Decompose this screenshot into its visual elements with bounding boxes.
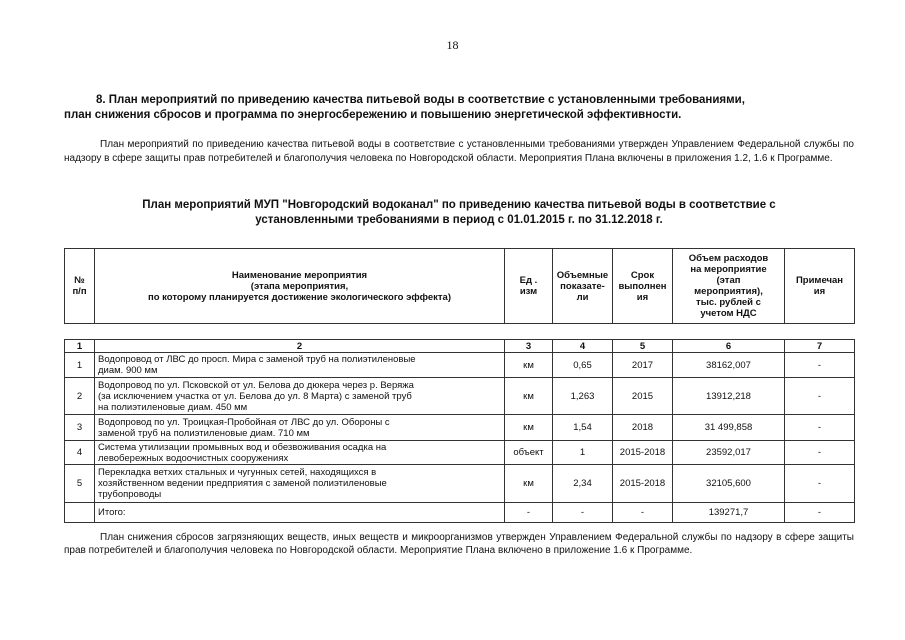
- row-note: -: [785, 415, 855, 441]
- row-volume: 1,263: [553, 378, 613, 415]
- total-note: -: [785, 503, 855, 523]
- column-number: 6: [673, 340, 785, 353]
- section-heading: [64, 93, 854, 123]
- row-name: Система утилизации промывных вод и обезвоживания осадка на левобережных водоочистных сооружениях: [95, 441, 505, 465]
- column-number: 7: [785, 340, 855, 353]
- row-volume: 0,65: [553, 353, 613, 378]
- total-term: -: [613, 503, 673, 523]
- header-cost: Объем расходов на мероприятие (этап мероприятия), тыс. рублей с учетом НДС: [673, 249, 785, 324]
- total-cost: 139271,7: [673, 503, 785, 523]
- row-cost: 13912,218: [673, 378, 785, 415]
- plan-title-line-2: установленными требованиями в период с 01.01.2015 г. по 31.12.2018 г.: [255, 214, 663, 226]
- row-unit: км: [505, 415, 553, 441]
- row-term: 2015-2018: [613, 465, 673, 503]
- row-name: Водопровод по ул. Троицкая-Пробойная от ЛВС до ул. Обороны с заменой труб на полиэтиленовые диам. 710 мм: [95, 415, 505, 441]
- section-heading-line-2: план снижения сбросов и программа по энергосбережению и повышению энергетической эффективности.: [64, 109, 682, 121]
- row-note: -: [785, 353, 855, 378]
- header-name: Наименование мероприятия (этапа мероприятия, по которому планируется достижение экологического эффекта): [95, 249, 505, 324]
- column-numbers-row: [65, 340, 855, 353]
- header-term: Срок выполнен ия: [613, 249, 673, 324]
- row-unit: объект: [505, 441, 553, 465]
- plan-title-line-1: План мероприятий МУП "Новгородский водоканал" по приведению качества питьевой воды в соответствие с: [142, 199, 776, 211]
- row-num: 2: [65, 378, 95, 415]
- header-volume: Объемные показате- ли: [553, 249, 613, 324]
- total-label: Итого:: [95, 503, 505, 523]
- table-body: [64, 339, 855, 523]
- row-num: 5: [65, 465, 95, 503]
- row-term: 2015-2018: [613, 441, 673, 465]
- column-number: 4: [553, 340, 613, 353]
- plan-title: [64, 198, 854, 228]
- row-name: Водопровод от ЛВС до просп. Мира с заменой труб на полиэтиленовые диам. 900 мм: [95, 353, 505, 378]
- column-number: 5: [613, 340, 673, 353]
- table-row: [65, 378, 855, 415]
- row-unit: км: [505, 353, 553, 378]
- header-unit: Ед . изм: [505, 249, 553, 324]
- intro-paragraph: План мероприятий по приведению качества питьевой воды в соответствие с установленными требованиями утвержден Управлением Федеральной службы по надзору в сфере защиты прав потребителей и благополучия человека по Новгородской области. Мероприятия Плана включены в приложения 1.2, 1.6 к Программе.: [64, 139, 854, 164]
- row-volume: 1,54: [553, 415, 613, 441]
- row-cost: 31 499,858: [673, 415, 785, 441]
- table-row: [65, 415, 855, 441]
- row-num: 3: [65, 415, 95, 441]
- header-num: № п/п: [65, 249, 95, 324]
- row-num: 1: [65, 353, 95, 378]
- table-header: [64, 248, 855, 324]
- row-note: -: [785, 441, 855, 465]
- row-unit: км: [505, 465, 553, 503]
- table-row: [65, 353, 855, 378]
- row-unit: км: [505, 378, 553, 415]
- header-note: Примечан ия: [785, 249, 855, 324]
- row-term: 2015: [613, 378, 673, 415]
- row-cost: 38162,007: [673, 353, 785, 378]
- table-row: [65, 465, 855, 503]
- row-note: -: [785, 378, 855, 415]
- row-name: Водопровод по ул. Псковской от ул. Белова до дюкера через р. Веряжа (за исключением участка от ул. Белова до ул. 8 Марта) с заменой труб на полиэтиленовые диам. 450 мм: [95, 378, 505, 415]
- closing-paragraph: План снижения сбросов загрязняющих веществ, иных веществ и микроорганизмов утвержден Управлением Федеральной службы по надзору в сфере защиты прав потребителей и благополучия человека по Новгородской области. Мероприятие Плана включено в приложение 1.6 к Программе.: [64, 532, 854, 556]
- row-num: 4: [65, 441, 95, 465]
- row-term: 2018: [613, 415, 673, 441]
- total-row: [65, 503, 855, 523]
- row-cost: 32105,600: [673, 465, 785, 503]
- page-number: 18: [446, 38, 459, 52]
- row-name: Перекладка ветхих стальных и чугунных сетей, находящихся в хозяйственном ведении предприятия с заменой полиэтиленовые трубопроводы: [95, 465, 505, 503]
- section-heading-line-1: 8. План мероприятий по приведению качества питьевой воды в соответствие с установленными требованиями,: [96, 94, 745, 106]
- total-unit: -: [505, 503, 553, 523]
- row-volume: 1: [553, 441, 613, 465]
- row-note: -: [785, 465, 855, 503]
- column-number: 2: [95, 340, 505, 353]
- row-cost: 23592,017: [673, 441, 785, 465]
- column-number: 1: [65, 340, 95, 353]
- row-term: 2017: [613, 353, 673, 378]
- row-volume: 2,34: [553, 465, 613, 503]
- total-volume: -: [553, 503, 613, 523]
- column-number: 3: [505, 340, 553, 353]
- table-row: [65, 441, 855, 465]
